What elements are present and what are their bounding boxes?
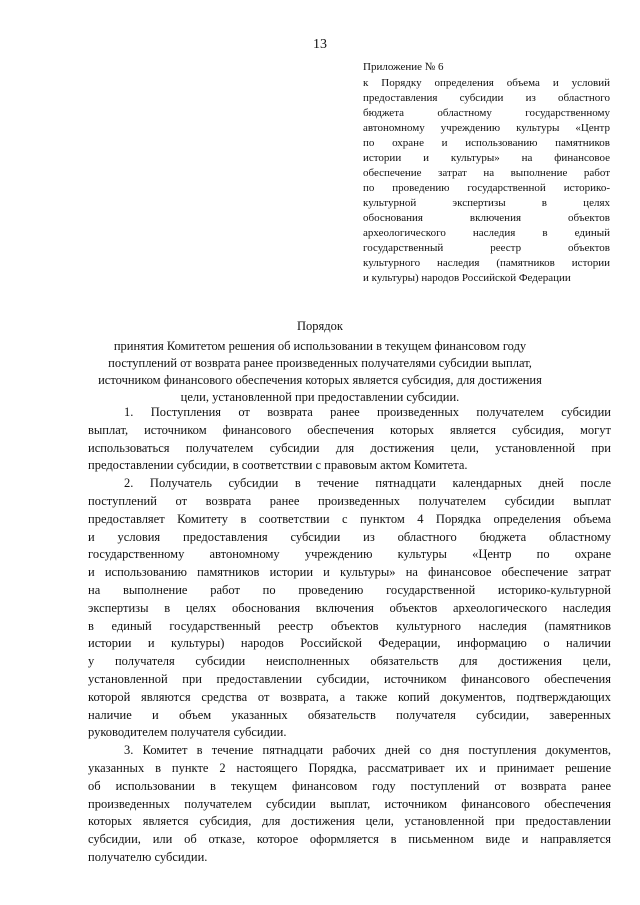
- text-line: 3. Комитет в течение пятнадцати рабочих дней со дня поступления документов,: [124, 743, 611, 758]
- appendix-line: культурного наследия (памятников истории: [363, 257, 610, 269]
- text-line: использоваться получателем субсидии для достижения цели, установленной при: [88, 440, 611, 455]
- appendix-line: к Порядку определения объема и условий: [363, 77, 610, 89]
- appendix-line: археологического наследия в единый: [363, 227, 610, 239]
- text-line: на выполнение работ по проведению государственной историко-культурной: [88, 582, 611, 597]
- text-line: которых является субсидия, для достижения цели, установленной при предоставлении: [88, 814, 611, 829]
- appendix-line: обоснования включения объектов: [363, 212, 610, 224]
- text-line: получателю субсидии.: [88, 849, 208, 864]
- text-line: государственному автономному учреждению культуры «Центр по охране: [88, 547, 611, 562]
- paragraph-3: [88, 742, 611, 867]
- text-line: об использовании в текущем финансовом году поступлений от возврата ранее: [88, 778, 611, 793]
- appendix-block: [363, 60, 610, 286]
- text-line: выплат, источником финансового обеспечения которых является субсидия, могут: [88, 422, 611, 437]
- appendix-line: и культуры) народов Российской Федерации: [363, 272, 571, 284]
- appendix-line: автономному учреждению культуры «Центр: [363, 122, 610, 134]
- text-line: указанных в пункте 2 настоящего Порядка, рассматривает их и принимает решение: [88, 760, 611, 775]
- document-subtitle-line: поступлений от возврата ранее произведенных получателями субсидии выплат,: [108, 356, 532, 370]
- appendix-line: обеспечение затрат на выполнение работ: [363, 167, 610, 179]
- appendix-title: Приложение № 6: [363, 61, 444, 73]
- text-line: наличие и объем указанных обязательств получателя субсидии, заверенных: [88, 707, 611, 722]
- text-line: предоставляет Комитету в соответствии с пунктом 4 Порядка определения объема: [88, 511, 611, 526]
- document-subtitle-line: принятия Комитетом решения об использовании в текущем финансовом году: [113, 339, 527, 353]
- paragraph-1: [88, 404, 611, 475]
- paragraph-2: [88, 475, 611, 742]
- text-line: субсидии, или об отказе, которое оформляется в письменном виде и направляется: [88, 832, 611, 847]
- document-heading: Порядок: [297, 319, 343, 333]
- text-line: у получателя субсидии неисполненных обязательств для достижения цели,: [88, 654, 611, 669]
- text-line: которой являются средства от возврата, а также копий документов, подтверждающих: [88, 689, 611, 704]
- text-line: произведенных получателем субсидии выплат, источником финансового обеспечения: [88, 796, 611, 811]
- text-line: в единый государственный реестр объектов культурного наследия (памятников: [88, 618, 611, 633]
- document-subtitle-line: источником финансового обеспечения которых является субсидия, для достижения: [98, 373, 542, 387]
- appendix-line: по охране и использованию памятников: [363, 137, 610, 149]
- text-line: 1. Поступления от возврата ранее произведенных получателем субсидии: [124, 405, 611, 419]
- appendix-line: бюджета областному государственному: [363, 107, 610, 119]
- appendix-line: предоставления субсидии из областного: [363, 92, 610, 104]
- appendix-line: истории и культуры» на финансовое: [363, 152, 610, 164]
- document-subtitle-line: цели, установленной при предоставлении субсидии.: [180, 390, 460, 404]
- page-number: 13: [313, 37, 327, 52]
- document-body: [88, 404, 611, 867]
- text-line: установленной при предоставлении субсидии, источником финансового обеспечения: [88, 671, 611, 686]
- appendix-line: культурной экспертизы в целях: [363, 197, 610, 209]
- document-title: [0, 318, 640, 406]
- appendix-line: по проведению государственной историко-: [363, 182, 610, 194]
- appendix-line: государственный реестр объектов: [363, 242, 610, 254]
- text-line: 2. Получатель субсидии в течение пятнадцати календарных дней после: [124, 476, 611, 491]
- text-line: предоставлении субсидии, в соответствии с правовым актом Комитета.: [88, 458, 468, 473]
- text-line: и условия предоставления субсидии из областного бюджета областному: [88, 529, 611, 544]
- text-line: и использованию памятников истории и культуры» на финансовое обеспечение затрат: [88, 565, 611, 580]
- text-line: экспертизы в целях обоснования включения объектов археологического наследия: [88, 600, 611, 615]
- text-line: поступлений от возврата ранее произведенных получателем субсидии выплат: [88, 493, 611, 508]
- text-line: руководителем получателя субсидии.: [88, 725, 287, 740]
- text-line: истории и культуры) народов Российской Федерации, информацию о наличии: [88, 636, 611, 651]
